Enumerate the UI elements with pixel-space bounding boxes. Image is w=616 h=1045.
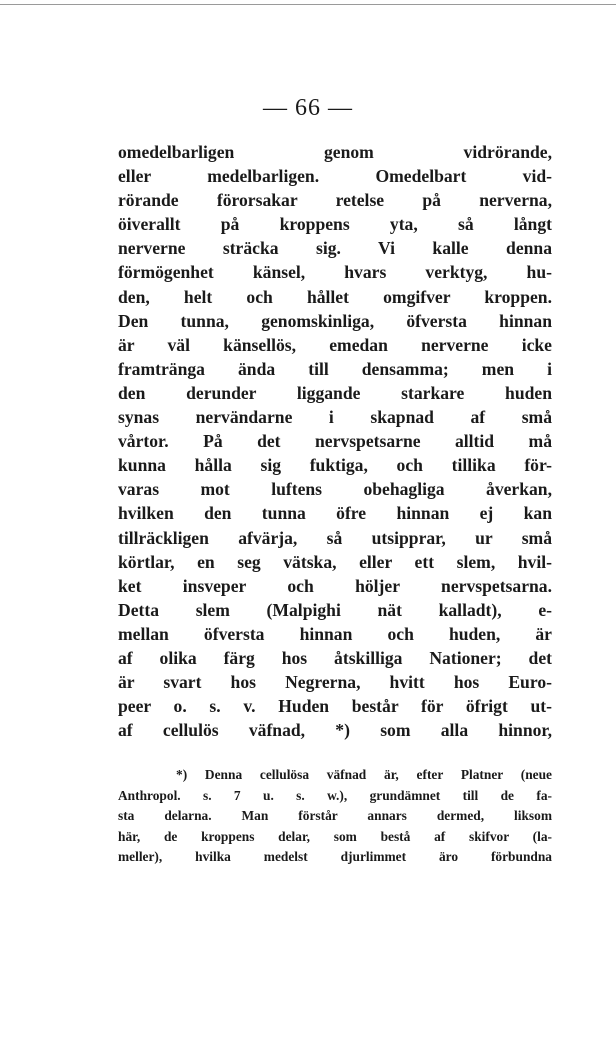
text-line: af olika färg hos åtskilliga Nationer; det (118, 647, 552, 668)
text-line: vårtor. På det nervspetsarne alltid må (118, 431, 552, 452)
footnote (118, 765, 552, 868)
text-line: kunna hålla sig fuktiga, och tillika för- (118, 455, 552, 476)
text-line: mellan öfversta hinnan och huden, är (118, 623, 552, 644)
text-line: ket insveper och höljer nervspetsarna. (118, 575, 552, 596)
text-line: eller medelbarligen. Omedelbart vid- (118, 166, 552, 187)
text-line: rörande förorsakar retelse på nerverna, (118, 190, 552, 211)
main-text (118, 140, 552, 742)
text-line: peer o. s. v. Huden består för öfrigt ut- (118, 696, 552, 717)
text-line: Den tunna, genomskinliga, öfversta hinnan (118, 310, 552, 331)
text-line: öiverallt på kroppens yta, så långt (118, 214, 552, 235)
text-line: tillräckligen afvärja, så utsipprar, ur små (118, 527, 552, 548)
page-top-edge (0, 4, 616, 5)
text-line: Detta slem (Malpighi nät kalladt), e- (118, 599, 552, 620)
text-line: är väl känsellös, emedan nerverne icke (118, 334, 552, 355)
text-line: nerverne sträcka sig. Vi kalle denna (118, 238, 552, 259)
text-line: förmögenhet känsel, hvars verktyg, hu- (118, 262, 552, 283)
text-line: framtränga ända till densamma; men i (118, 358, 552, 379)
page-number: — 66 — (263, 95, 353, 121)
text-line: omedelbarligen genom vidrörande, (118, 142, 552, 162)
text-line: den, helt och hållet omgifver kroppen. (118, 286, 552, 307)
text-line: varas mot luftens obehagliga åverkan, (118, 479, 552, 500)
text-line: hvilken den tunna öfre hinnan ej kan (118, 503, 552, 524)
text-line: är svart hos Negrerna, hvitt hos Euro- (118, 672, 552, 693)
footnote-line: meller), hvilka medelst djurlimmet äro förbundna (118, 849, 552, 864)
footnote-line: sta delarna. Man förstår annars dermed, liksom (118, 808, 552, 823)
footnote-line: Anthropol. s. 7 u. s. w.), grundämnet till de fa- (118, 787, 552, 803)
text-line: den derunder liggande starkare huden (118, 382, 552, 403)
text-line: af cellulös väfnad, *) som alla hinnor, (118, 720, 552, 741)
text-line: körtlar, en seg vätska, eller ett slem, hvil- (118, 551, 552, 572)
footnote-line: *) Denna cellulösa väfnad är, efter Platner (neue (176, 767, 552, 782)
footnote-line: här, de kroppens delar, som bestå af skifvor (la- (118, 828, 552, 844)
text-line: synas nervändarne i skapnad af små (118, 407, 552, 428)
